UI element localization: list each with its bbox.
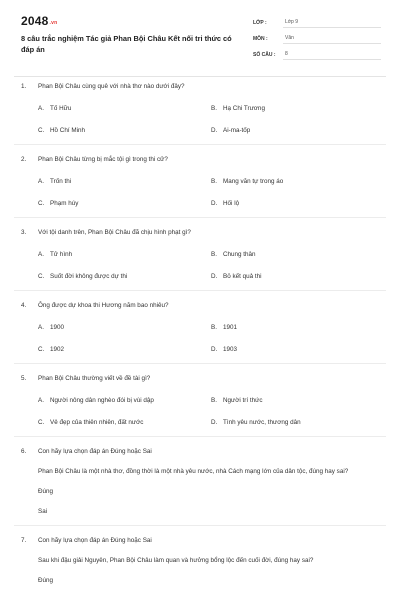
question-3 <box>0 226 400 291</box>
question-text <box>21 299 400 311</box>
question-4 <box>0 299 400 364</box>
option-c[interactable] <box>38 270 211 282</box>
answer-options <box>38 394 400 428</box>
question-text <box>21 372 400 384</box>
question-prompt: Phan Bội Châu cùng quê với nhà thơ nào dưới đây? <box>38 82 185 90</box>
option-d[interactable] <box>211 197 371 209</box>
page-header <box>0 0 400 80</box>
logo-suffix: .vn <box>49 20 58 26</box>
question-divider <box>14 290 386 291</box>
option-d[interactable] <box>211 343 371 355</box>
statement-text: Sau khi đậu giải Nguyên, Phan Bội Châu làm quan và hưởng bổng lộc đến cuối đời, đúng hay sai? <box>38 557 314 564</box>
meta-label: MÔN : <box>253 36 268 42</box>
option-b[interactable] <box>211 321 371 333</box>
option-b[interactable] <box>211 175 371 187</box>
question-prompt: Phan Bội Châu thường viết về đề tài gì? <box>38 374 151 382</box>
answer-options <box>38 175 400 209</box>
question-5 <box>0 372 400 437</box>
site-logo[interactable] <box>21 14 57 28</box>
question-number: 6. <box>21 447 27 455</box>
option-text: 1903 <box>223 345 238 353</box>
option-b[interactable] <box>211 102 371 114</box>
meta-class-row <box>253 13 381 28</box>
option-letter: C. <box>38 126 45 134</box>
choice-false[interactable]: Sai <box>38 507 48 515</box>
option-text: Hối lộ <box>223 199 240 207</box>
option-text: 1902 <box>50 345 65 353</box>
option-letter: D. <box>211 418 218 426</box>
option-c[interactable] <box>38 343 211 355</box>
question-text <box>21 153 400 165</box>
question-divider <box>14 436 386 437</box>
statement-text: Phan Bội Châu là một nhà thơ, đồng thời là một nhà yêu nước, nhà Cách mạng lớn của dân tộc, đúng hay sai? <box>38 468 349 475</box>
option-text: Tình yêu nước, thương dân <box>223 418 301 426</box>
option-text: Tử hình <box>50 250 73 258</box>
option-text: Suốt đời không được dự thi <box>50 272 128 280</box>
meta-value: Lớp 9 <box>283 19 381 28</box>
option-letter: A. <box>38 177 44 185</box>
option-letter: C. <box>38 199 45 207</box>
option-letter: D. <box>211 126 218 134</box>
meta-label: LỚP : <box>253 20 267 26</box>
option-letter: D. <box>211 272 218 280</box>
option-letter: C. <box>38 272 45 280</box>
question-text <box>21 80 400 92</box>
option-c[interactable] <box>38 197 211 209</box>
header-divider <box>14 76 386 77</box>
option-text: 1900 <box>50 323 65 331</box>
option-a[interactable] <box>38 175 211 187</box>
option-text: Người trí thức <box>223 396 263 404</box>
choice-true[interactable]: Đúng <box>38 576 54 584</box>
option-text: 1901 <box>223 323 238 331</box>
question-6 <box>0 445 400 526</box>
option-letter: B. <box>211 323 217 331</box>
logo-text: 2048 <box>21 14 49 28</box>
option-text: Phạm húy <box>50 199 79 207</box>
option-b[interactable] <box>211 394 371 406</box>
answer-options <box>38 102 400 136</box>
option-letter: B. <box>211 396 217 404</box>
page-title: 8 câu trắc nghiệm Tác giả Phan Bội Châu Kết nối tri thức có đáp án <box>21 34 232 54</box>
option-text: Bỏ kết quả thi <box>223 272 262 280</box>
option-text: Mang văn tự trong áo <box>223 177 284 185</box>
question-number: 4. <box>21 301 27 309</box>
question-list <box>0 80 400 586</box>
question-7 <box>0 534 400 586</box>
option-text: Hạ Chi Trương <box>223 104 265 112</box>
meta-label: SỐ CÂU : <box>253 52 276 58</box>
option-text: Vẻ đẹp của thiên nhiên, đất nước <box>50 418 144 426</box>
question-number: 2. <box>21 155 27 163</box>
option-a[interactable] <box>38 394 211 406</box>
meta-info <box>253 13 381 61</box>
question-number: 1. <box>21 82 27 90</box>
question-number: 3. <box>21 228 27 236</box>
answer-options <box>38 321 400 355</box>
option-text: Người nông dân nghèo đói bị vùi dập <box>50 396 154 404</box>
option-a[interactable] <box>38 102 211 114</box>
question-prompt: Với tội danh trên, Phan Bội Châu đã chịu hình phạt gì? <box>38 228 191 236</box>
option-text: Tố Hữu <box>50 104 72 112</box>
option-letter: A. <box>38 323 44 331</box>
option-letter: C. <box>38 418 45 426</box>
meta-count-row <box>253 45 381 60</box>
option-letter: D. <box>211 345 218 353</box>
question-prompt: Con hãy lựa chọn đáp án Đúng hoặc Sai <box>38 536 152 544</box>
option-d[interactable] <box>211 416 371 428</box>
option-d[interactable] <box>211 270 371 282</box>
option-letter: B. <box>211 250 217 258</box>
option-d[interactable] <box>211 124 371 136</box>
option-letter: B. <box>211 177 217 185</box>
question-divider <box>14 363 386 364</box>
question-2 <box>0 153 400 218</box>
option-text: Chung thân <box>223 250 256 258</box>
option-c[interactable] <box>38 124 211 136</box>
answer-options <box>38 248 400 282</box>
option-letter: D. <box>211 199 218 207</box>
meta-value: 8 <box>283 51 381 60</box>
question-1 <box>0 80 400 145</box>
question-text <box>21 534 400 546</box>
question-divider <box>14 144 386 145</box>
option-a[interactable] <box>38 321 211 333</box>
question-divider <box>14 217 386 218</box>
option-c[interactable] <box>38 416 211 428</box>
option-text: Hồ Chí Minh <box>50 126 85 134</box>
meta-value: Văn <box>283 35 381 44</box>
question-prompt: Ông được dự khoa thi Hương năm bao nhiêu? <box>38 301 169 309</box>
option-text: Ai-ma-tốp <box>223 126 251 134</box>
option-letter: C. <box>38 345 45 353</box>
option-letter: A. <box>38 104 44 112</box>
question-number: 7. <box>21 536 27 544</box>
question-prompt: Con hãy lựa chọn đáp án Đúng hoặc Sai <box>38 447 152 455</box>
option-letter: A. <box>38 250 44 258</box>
option-text: Trốn thi <box>50 177 72 185</box>
option-a[interactable] <box>38 248 211 260</box>
question-text <box>21 445 400 457</box>
option-letter: A. <box>38 396 44 404</box>
question-number: 5. <box>21 374 27 382</box>
question-divider <box>14 525 386 526</box>
option-b[interactable] <box>211 248 371 260</box>
meta-subject-row <box>253 29 381 44</box>
option-letter: B. <box>211 104 217 112</box>
question-prompt: Phan Bội Châu từng bị mắc tội gì trong thi cử? <box>38 155 168 163</box>
question-text <box>21 226 400 238</box>
choice-true[interactable]: Đúng <box>38 487 54 495</box>
